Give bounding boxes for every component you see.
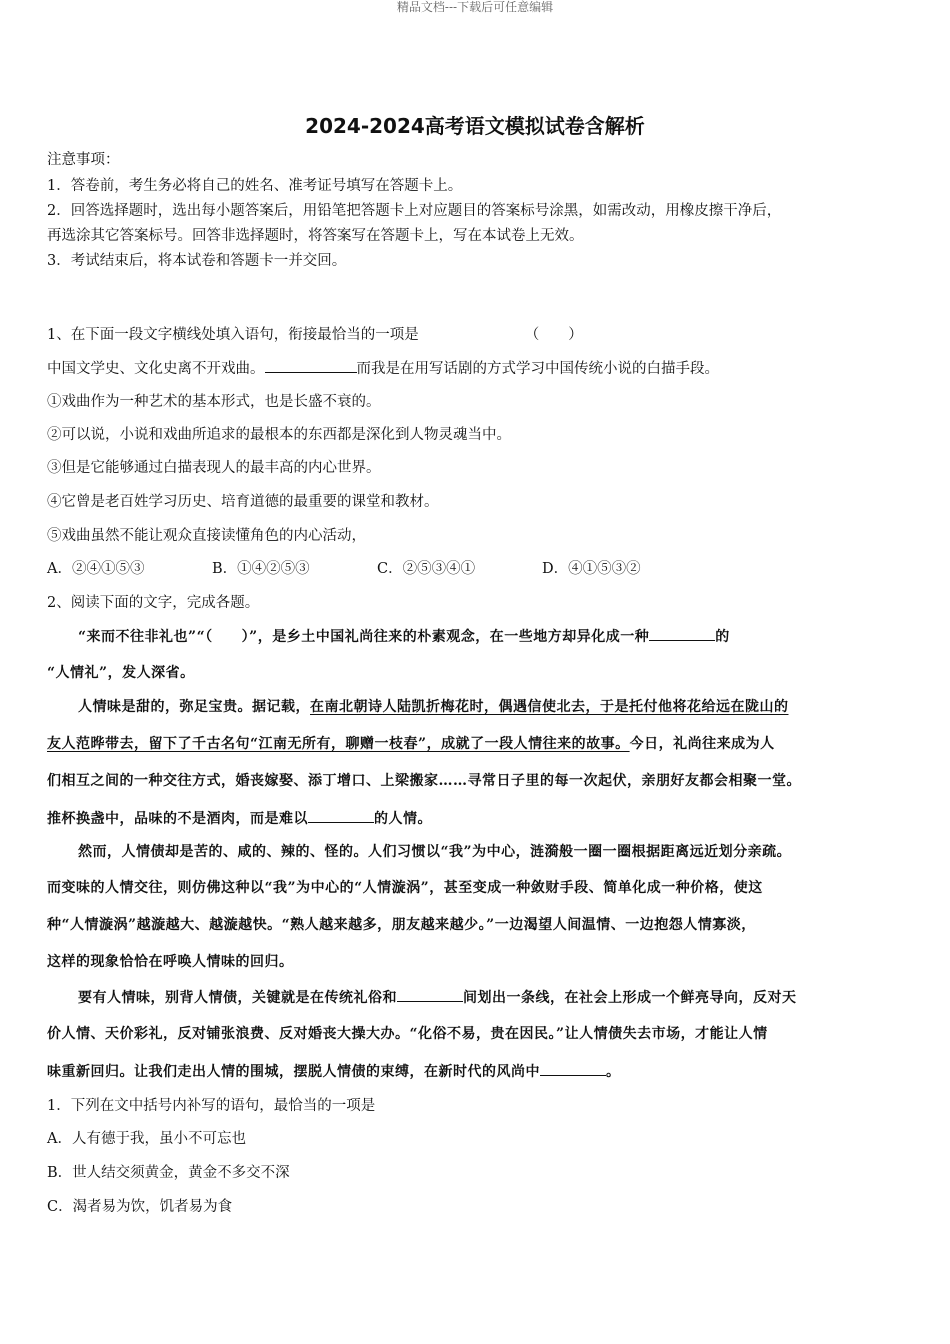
passage-line: 价人情、天价彩礼，反对铺张浪费、反对婚丧大操大办。“化俗不易，贵在因民。”让人情债失去市场，才能让人情 — [47, 1026, 768, 1042]
q2-sub1-stem: 1．下列在文中括号内补写的语句，最恰当的一项是 — [47, 1098, 376, 1114]
notice-item: 1．答卷前，考生务必将自己的姓名、准考证号填写在答题卡上。 — [47, 178, 463, 194]
passage-text: 间划出一条线，在社会上形成一个鲜亮导向，反对天 — [463, 990, 797, 1006]
q1-option-a[interactable]: A．②④①⑤③ — [47, 561, 145, 577]
q2-stem: 2、阅读下面的文字，完成各题。 — [47, 595, 260, 611]
q1-sentence: ③但是它能够通过白描表现人的最丰高的内心世界。 — [47, 460, 381, 476]
q1-options — [47, 559, 641, 579]
passage-text: “来而不往非礼也”“（ ）”，是乡土中国礼尚往来的朴素观念，在一些地方却异化成一种 — [78, 629, 650, 645]
underlined-sentence: 在南北朝诗人陆凯折梅花时，偶遇信使北去，于是托付他将花给远在陇山的 — [310, 699, 789, 715]
passage-line — [78, 626, 730, 647]
answer-blank — [308, 808, 374, 823]
q1-sentence: ⑤戏曲虽然不能让观众直接读懂角色的内心活动， — [47, 528, 366, 544]
q1-sentence: ①戏曲作为一种艺术的基本形式，也是长盛不衰的。 — [47, 394, 381, 410]
notice-item: 2．回答选择题时，选出每小题答案后，用铅笔把答题卡上对应题目的答案标号涂黑，如需改动，用橡皮擦干净后， — [47, 203, 782, 219]
page-title: 2024-2024高考语文模拟试卷含解析 — [305, 114, 645, 138]
passage-text: 今日，礼尚往来成为人 — [629, 736, 775, 752]
notice-heading: 注意事项： — [47, 152, 120, 168]
passage-text: 。 — [606, 1064, 621, 1080]
passage-text: 要有人情味，别背人情债，关键就是在传统礼俗和 — [78, 990, 397, 1006]
q1-stem-line — [47, 325, 583, 345]
q2-sub1-option-a[interactable]: A．人有德于我，虽小不可忘也 — [47, 1131, 246, 1147]
passage-line: 然而，人情债却是苦的、咸的、辣的、怪的。人们习惯以“我”为中心，涟漪般一圈一圈根据距离远近划分亲疏。 — [78, 844, 792, 860]
passage-line: 们相互之间的一种交往方式，婚丧嫁娶、添丁增口、上梁搬家……寻常日子里的每一次起伏，亲朋好友都会相聚一堂。 — [47, 773, 801, 789]
passage-line — [78, 697, 789, 717]
q1-sentence: ④它曾是老百姓学习历史、培育道德的最重要的课堂和教材。 — [47, 494, 439, 510]
q1-stem: 1、在下面一段文字横线处填入语句，衔接最恰当的一项是 — [47, 327, 419, 343]
passage-text: 味重新回归。让我们走出人情的围城，摆脱人情债的束缚，在新时代的风尚中 — [47, 1064, 540, 1080]
q1-option-d[interactable]: D．④①⑤③② — [542, 561, 641, 577]
passage-line — [47, 808, 432, 829]
passage-line — [78, 987, 797, 1008]
passage-text: 推杯换盏中，品味的不是酒肉，而是难以 — [47, 811, 308, 827]
q1-text-after: 而我是在用写话剧的方式学习中国传统小说的白描手段。 — [356, 361, 719, 377]
q1-option-b[interactable]: B．①④②⑤③ — [212, 561, 310, 577]
passage-line: 而变味的人情交往，则仿佛这种以“我”为中心的“人情漩涡”，甚至变成一种敛财手段、简单化成一种价格，使这 — [47, 880, 763, 896]
passage-line — [47, 1061, 621, 1082]
passage-line: 这样的现象恰恰在呼唤人情味的回归。 — [47, 954, 294, 970]
notice-item: 3．考试结束后，将本试卷和答题卡一并交回。 — [47, 253, 347, 269]
passage-line — [47, 734, 775, 754]
header-watermark: 精品文档---下载后可任意编辑 — [396, 0, 554, 14]
passage-line: “人情礼”，发人深省。 — [47, 665, 195, 681]
q1-text-before: 中国文学史、文化史离不开戏曲。 — [47, 361, 265, 377]
underlined-sentence: 友人范晔带去，留下了千古名句“江南无所有，聊赠一枝春”，成就了一段人情往来的故事。 — [47, 736, 630, 752]
notice-item: 再选涂其它答案标号。回答非选择题时，将答案写在答题卡上，写在本试卷上无效。 — [47, 228, 584, 244]
passage-line: 种“人情漩涡”越漩越大、越漩越快。“熟人越来越多，朋友越来越少。”一边渴望人间温情、一边抱怨人情寡淡， — [47, 917, 756, 933]
q2-sub1-option-b[interactable]: B．世人结交须黄金，黄金不多交不深 — [47, 1165, 290, 1181]
passage-text: 的人情。 — [374, 811, 432, 827]
answer-blank — [265, 358, 357, 373]
passage-text: 的 — [715, 629, 730, 645]
q1-text — [47, 358, 719, 379]
answer-blank — [540, 1061, 606, 1076]
answer-blank — [397, 987, 463, 1002]
passage-text: 人情味是甜的，弥足宝贵。据记载， — [78, 699, 310, 715]
q2-sub1-option-c[interactable]: C．渴者易为饮，饥者易为食 — [47, 1199, 233, 1215]
q1-sentence: ②可以说，小说和戏曲所追求的最根本的东西都是深化到人物灵魂当中。 — [47, 427, 511, 443]
q1-option-c[interactable]: C．②⑤③④① — [377, 561, 476, 577]
answer-blank — [649, 626, 715, 641]
q1-paren: （ ） — [524, 327, 583, 343]
